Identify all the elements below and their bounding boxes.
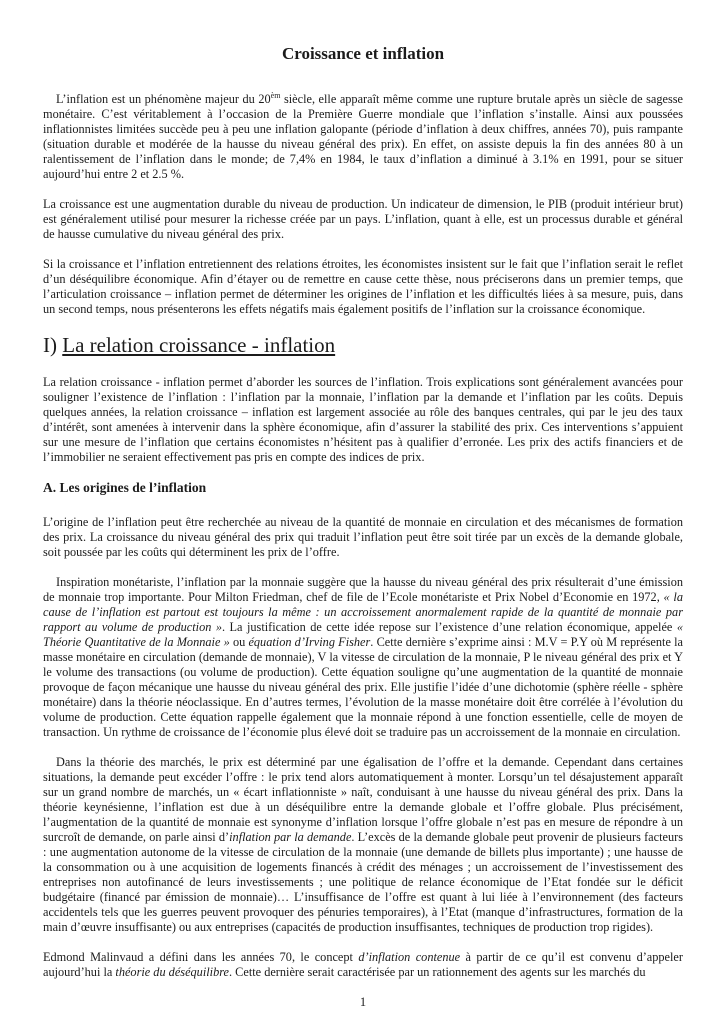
paragraph: [43, 92, 683, 182]
text-run: Inspiration monétariste, l’inflation par la monnaie suggère que la hausse du niveau général des prix résulterait d’une émission de monnaie trop importante. Pour Milton Friedman, chef de file de l’Ecole monétariste et Prix Nobel d’Economie en 1972,: [43, 575, 683, 604]
text-run: Edmond Malinvaud a défini dans les années 70, le concept: [43, 950, 359, 964]
paragraph: [43, 755, 683, 935]
superscript-text: èm: [270, 90, 281, 100]
text-run: siècle, elle apparaît même comme une rupture brutale après un siècle de sagesse monétaire. C’est véritablement à l’occasion de la Première Guerre mondiale que l’inflation s’installe. Ainsi aux poussées inflationnistes limitées succède peu à peu une inflation galopante (période d’inflation à deux chiffres, années 70), puis rampante (situation durable et modérée de la hausse du niveau général des prix). En effet, on assiste depuis la fin des années 80 à un ralentissement de l’inflation dans le monde; de 7,4% en 1984, le taux d’inflation a diminué à 3.1% en 1991, pour se situer aujourd’hui entre 2 et 2.5 %.: [43, 92, 683, 181]
text-run: La relation croissance - inflation permet d’aborder les sources de l’inflation. Trois explications sont généralement avancées pour souligner l’existence de l’inflation : l’inflation par la monnaie, l’inflation par la demande et l’inflation par les coûts. Depuis quelques années, la relation croissance – inflation est largement associée au rôle des banques centrales, qui par le jeu des taux d’intérêt, sont amenées à intervenir dans la sphère économique, afin d’assurer la stabilité des prix. Ces interventions s’appuient sur une mesure de l’inflation que certains économistes n’hésitent pas à qualifier d’erronée. Les prix des actifs financiers et de l’immobilier ne seraient effectivement pas pris en compte des indices de prix.: [43, 375, 683, 464]
text-run: ou: [229, 635, 249, 649]
emphasized-text: théorie du déséquilibre: [115, 965, 230, 979]
emphasized-text: « Théorie Quantitative de la Monnaie »: [43, 620, 683, 649]
section-title: La relation croissance - inflation: [62, 333, 336, 357]
text-run: Si la croissance et l’inflation entretiennent des relations étroites, les économistes insistent sur le fait que l’inflation serait le reflet d’un déséquilibre économique. Afin d’étayer ou de remettre en cause cette thèse, nous préciserons dans un premier temps, que l’articulation croissance – inflation permet de déterminer les origines de l’inflation et les difficultés liées à sa mesure, puis, dans un second temps, nous présenterons les effets négatifs mais également positifs de l’inflation sur la croissance économique.: [43, 257, 683, 316]
text-run: La croissance est une augmentation durable du niveau de production. Un indicateur de dimension, le PIB (produit intérieur brut) est généralement utilisé pour mesurer la richesse créée par un pays. L’inflation, quant à elle, est un processus durable et général de hausse cumulative du niveau général des prix.: [43, 197, 683, 241]
document-body: [43, 92, 683, 980]
emphasized-text: équation d’Irving Fisher: [248, 635, 371, 649]
subsection-heading: A. Les origines de l’inflation: [43, 480, 207, 495]
emphasized-text: « la cause de l’inflation est partout est toujours la même : un accroissement anormalement rapide de la quantité de monnaie par rapport au volume de production »: [43, 590, 683, 634]
emphasized-text: d’inflation contenue: [358, 950, 461, 964]
text-run: L’origine de l’inflation peut être recherchée au niveau de la quantité de monnaie en circulation et des mécanismes de formation des prix. La croissance du niveau général des prix qui traduit l’inflation peut être soit tirée par un excès de la demande globale, soit poussée par les coûts qui déterminent les prix de l’offre.: [43, 515, 683, 559]
paragraph: [43, 515, 683, 560]
section-number: I): [43, 333, 63, 357]
section-heading: [43, 332, 683, 358]
emphasized-text: inflation par la demande: [229, 830, 352, 844]
text-run: Dans la théorie des marchés, le prix est déterminé par une égalisation de l’offre et la demande. Cependant dans certaines situations, la demande peut excéder l’offre : le prix tend alors automatiquement à monter. Lorsqu’un tel désajustement apparaît sur un grand nombre de marchés, un « écart inflationniste » naît, conduisant à une hausse du niveau général des prix. Dans la théorie keynésienne, l’inflation est due à un déséquilibre entre la demande globale et l’offre globale. Plus précisément, l’augmentation de la quantité de monnaie est synonyme d’inflation lorsque l’offre globale n’est pas en mesure de répondre à un surcroît de demande, on parle ainsi d’: [43, 755, 683, 844]
page-title: Croissance et inflation: [281, 44, 445, 63]
paragraph: [43, 197, 683, 242]
text-run: L’inflation est un phénomène majeur du 20: [56, 92, 271, 106]
text-run: . L’excès de la demande globale peut provenir de plusieurs facteurs : une augmentation autonome de la vitesse de circulation de la monnaie (une demande de billets plus importante) ; une hausse de la consommation ou à une acquisition de logements financés à crédit des ménages ; un accroissement de l’investissement des entreprises non autofinancé de leurs investissements ; une politique de relance économique de l’Etat fondée sur le déficit budgétaire (financé par émission de monnaie)… L’insuffisance de l’offre est quant à lui liée à l’environnement (des facteurs accidentels tels que les guerres peuvent provoquer des pénuries temporaires), à l’Etat (manque d’infrastructures, formation de la main d’œuvre insuffisante) ou aux entreprises (capacités de production insuffisantes, techniques de production trop rigides).: [43, 830, 684, 934]
text-run: à partir de ce qu’il est convenu d’appeler aujourd’hui la: [43, 950, 683, 979]
text-run: . Cette dernière s’exprime ainsi : M.V = P.Y où M représente la masse monétaire en circulation (demande de monnaie), V la vitesse de circulation de la monnaie, P le niveau général des prix et Y le volume des transactions (ou volume de production). Cette équation souligne qu’une augmentation de la quantité de monnaie provoque de façon mécanique une hausse du niveau général des prix. Elle justifie l’idée d’une dichotomie (sphère réelle - sphère monétaire) dans la théorie néoclassique. En d’autres termes, l’évolution de la masse monétaire doit être corrélée à l’évolution du volume de production. Cette équation rappelle également que la monnaie répond à une fonction essentielle, celle de moyen de transaction. Un rythme de croissance de l’économie plus élevé doit se traduire pas un accroissement de la monnaie en circulation.: [43, 635, 683, 739]
text-run: . Cette dernière serait caractérisée par un rationnement des agents sur les marchés du: [229, 965, 646, 979]
paragraph: [43, 575, 683, 740]
paragraph: [43, 950, 683, 980]
paragraph: [43, 257, 683, 317]
page-number: 1: [359, 995, 367, 1009]
text-run: . La justification de cette idée repose sur l’existence d’une relation économique, appelée: [222, 620, 677, 634]
paragraph: [43, 375, 683, 465]
